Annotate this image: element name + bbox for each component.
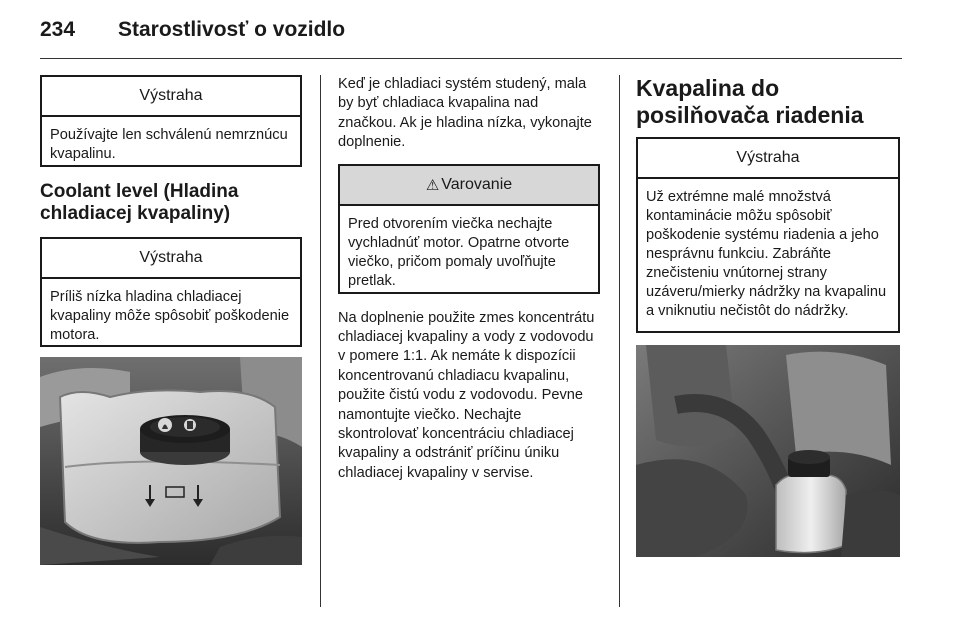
warning-box-low-coolant [40,237,302,347]
header-divider [40,58,902,59]
caution-box-hot-engine [338,164,600,294]
box-title: Výstraha [42,239,300,279]
box-title: Výstraha [638,139,898,179]
page-number: 234 [40,18,76,41]
refill-instructions: Na doplnenie použite zmes koncentrátu chladiacej kvapaliny a vody z vodovodu v pomere 1:1. Ak nemáte k dispozícii koncentrovanú chladiacu kvapalinu, použite čistú vodu z vodovodu. Pevne namontujte viečko. Nechajte skontrolovať koncentráciu chladiacej kvapaliny a odstrániť príčinu úniku chladiacej kvapaliny v servise. [338,309,595,481]
chapter-title: Starostlivosť o vozidlo [118,18,346,41]
box-title [340,166,598,206]
column-2 [338,75,600,483]
column-divider-1 [320,75,321,607]
column-3 [636,75,900,557]
warning-box-antifreeze [40,75,302,167]
page-header [40,14,900,44]
section-title-power-steering: Kvapalina do posilňovača riadenia [636,75,864,128]
box-text: Pred otvorením viečka nechajte vychladnúť motor. Opatrne otvorte viečko, pričom pomaly uvoľňujte pretlak. [348,215,570,289]
warning-box-contamination [636,137,900,333]
box-text: Príliš nízka hladina chladiacej kvapaliny môže spôsobiť poškodenie motora. [50,289,290,343]
section-title-coolant-level: Coolant level (Hladina chladiacej kvapaliny) [40,181,239,224]
box-text: Používajte len schválenú nemrznúcu kvapalinu. [50,127,288,162]
coolant-reservoir-photo [40,357,302,565]
box-title: Výstraha [42,77,300,117]
column-1 [40,75,302,565]
warning-triangle-icon: ⚠ [425,176,440,194]
column-divider-2 [619,75,620,607]
power-steering-reservoir-photo [636,345,900,557]
box-title-text: Varovanie [441,175,513,193]
box-text: Už extrémne malé množstvá kontaminácie môžu spôsobiť poškodenie systému riadenia a jeho nesprávnu funkciu. Zabráňte znečisteniu vnútornej strany uzáveru/mierky nádržky na kvapalinu a vniknutiu nečistôt do nádržky. [646,189,887,319]
intro-paragraph: Keď je chladiaci systém studený, mala by byť chladiaca kvapalina nad značkou. Ak je hladina nízka, vykonajte doplnenie. [338,76,592,151]
